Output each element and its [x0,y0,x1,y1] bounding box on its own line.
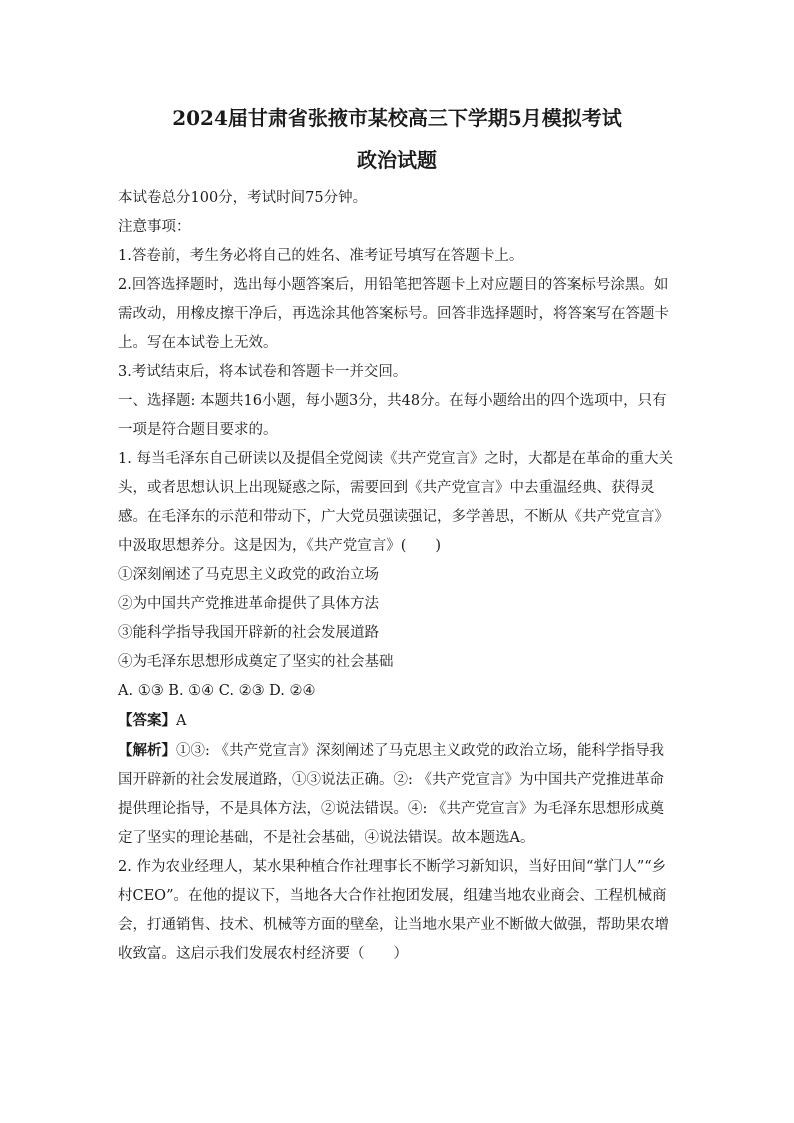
question-1-analysis [118,736,678,853]
question-1-answer [118,706,678,736]
exam-info: 本试卷总分100分，考试时间75分钟。 [118,190,368,206]
analysis-text: ①③: 《共产党宣言》深刻阐述了马克思主义政党的政治立场，能科学指导我国开辟新的社会发展道路，①③说法正确。②: 《共产党宣言》为中国共产党推进革命提供理论指导，不是具体方法，②说法错误。④: 《共产党宣言》为毛泽东思想形成奠定了坚实的理论基础，不是社会基础，④说法错误。故本题选A。 [118,743,664,846]
question-1-item-3: ③能科学指导我国开辟新的社会发展道路 [118,625,379,641]
notice-item-2: 2.回答选择题时，选出每小题答案后，用铅笔把答题卡上对应题目的答案标号涂黑。如需改动，用橡皮擦干净后，再选涂其他答案标号。回答非选择题时，将答案写在答题卡上。写在本试卷上无效。 [118,277,669,351]
notice-item-1: 1.答卷前，考生务必将自己的姓名、准考证号填写在答题卡上。 [118,248,524,264]
notice-item-3: 3.考试结束后，将本试卷和答题卡一并交回。 [118,364,408,380]
answer-value: A [176,713,187,729]
question-1-item-2: ②为中国共产党推进革命提供了具体方法 [118,596,379,612]
section-heading: 一、选择题: 本题共16小题，每小题3分，共48分。在每小题给出的四个选项中，只有一项是符合题目要求的。 [118,393,667,438]
question-1-item-4: ④为毛泽东思想形成奠定了坚实的社会基础 [118,654,394,670]
document-body [118,184,678,969]
question-2-stem: 2. 作为农业经理人，某水果种植合作社理事长不断学习新知识，当好田间“掌门人”“乡村CEO”。在他的提议下，当地各大合作社抱团发展，组建当地农业商会、工程机械商会，打通销售、技术、机械等方面的壁垒，让当地水果产业不断做大做强，帮助果农增收致富。这启示我们发展农村经济要（ ） [118,859,669,962]
question-1-stem: 1. 每当毛泽东自己研读以及提倡全党阅读《共产党宣言》之时，大都是在革命的重大关头，或者思想认识上出现疑惑之际，需要回到《共产党宣言》中去重温经典、获得灵感。在毛泽东的示范和带动下，广大党员强读强记，多学善思，不断从《共产党宣言》中汲取思想养分。这是因为，《共产党宣言》( ) [118,451,673,554]
question-1-item-1: ①深刻阐述了马克思主义政党的政治立场 [118,567,379,583]
notice-label: 注意事项： [118,219,191,235]
analysis-label: 【解析】 [118,742,176,759]
document-subtitle: 政治试题 [357,148,437,172]
question-1-choices: A. ①③ B. ①④ C. ②③ D. ②④ [118,683,316,699]
document-title: 2024届甘肃省张掖市某校高三下学期5月模拟考试 [172,106,622,130]
answer-label: 【答案】 [118,712,176,729]
